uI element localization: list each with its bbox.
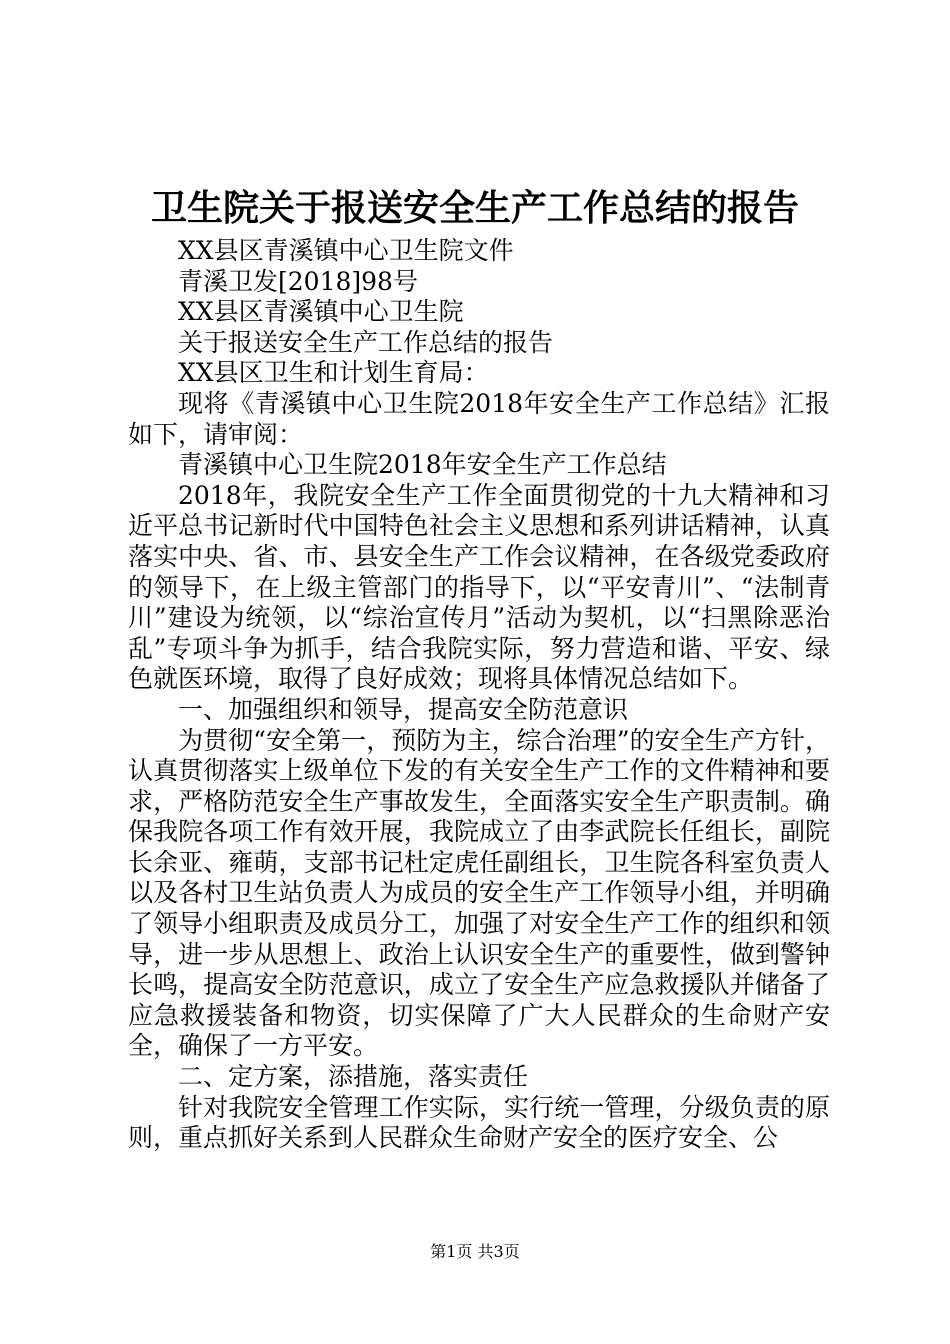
document-title: 卫生院关于报送安全生产工作总结的报告 xyxy=(150,187,799,229)
report-subject: 关于报送安全生产工作总结的报告 xyxy=(178,327,554,357)
issuer-name: XX县区青溪镇中心卫生院 xyxy=(178,297,464,327)
section-heading-2: 二、定方案，添措施，落实责任 xyxy=(178,1062,529,1092)
intro-paragraph: 现将《青溪镇中心卫生院2018年安全生产工作总结》汇报如下，请审阅： xyxy=(128,388,830,449)
document-number: 青溪卫发[2018]98号 xyxy=(178,266,418,296)
document-body xyxy=(128,236,830,1154)
recipient-line: XX县区卫生和计划生育局： xyxy=(178,358,489,388)
section-heading-1: 一、加强组织和领导，提高安全防范意识 xyxy=(178,694,629,724)
page-footer: 第1页 共3页 xyxy=(430,1242,520,1261)
summary-title: 青溪镇中心卫生院2018年安全生产工作总结 xyxy=(178,450,667,480)
section-1-paragraph: 为贯彻“安全第一，预防为主，综合治理”的安全生产方针，认真贯彻落实上级单位下发的有关安全生产工作的文件精神和要求，严格防范安全生产事故发生，全面落实安全生产职责制。确保我院各项工作有效开展，我院成立了由李武院长任组长，副院长余亚、雍萌，支部书记杜定虎任副组长，卫生院各科室负责人以及各村卫生站负责人为成员的安全生产工作领导小组，并明确了领导小组职责及成员分工，加强了对安全生产工作的组织和领导，进一步从思想上、政治上认识安全生产的重要性，做到警钟长鸣，提高安全防范意识，成立了安全生产应急救援队并储备了应急救援装备和物资，切实保障了广大人民群众的生命财产安全，确保了一方平安。 xyxy=(128,725,830,1061)
issuer-line: XX县区青溪镇中心卫生院文件 xyxy=(178,236,514,265)
overview-paragraph: 2018年，我院安全生产工作全面贯彻党的十九大精神和习近平总书记新时代中国特色社会主义思想和系列讲话精神，认真落实中央、省、市、县安全生产工作会议精神，在各级党委政府的领导下，在上级主管部门的指导下，以“平安青川”、“法制青川”建设为统领，以“综治宣传月”活动为契机，以“扫黑除恶治乱”专项斗争为抓手，结合我院实际，努力营造和谐、平安、绿色就医环境，取得了良好成效；现将具体情况总结如下。 xyxy=(128,480,830,694)
section-2-paragraph: 针对我院安全管理工作实际，实行统一管理，分级负责的原则，重点抓好关系到人民群众生命财产安全的医疗安全、公 xyxy=(128,1092,830,1153)
